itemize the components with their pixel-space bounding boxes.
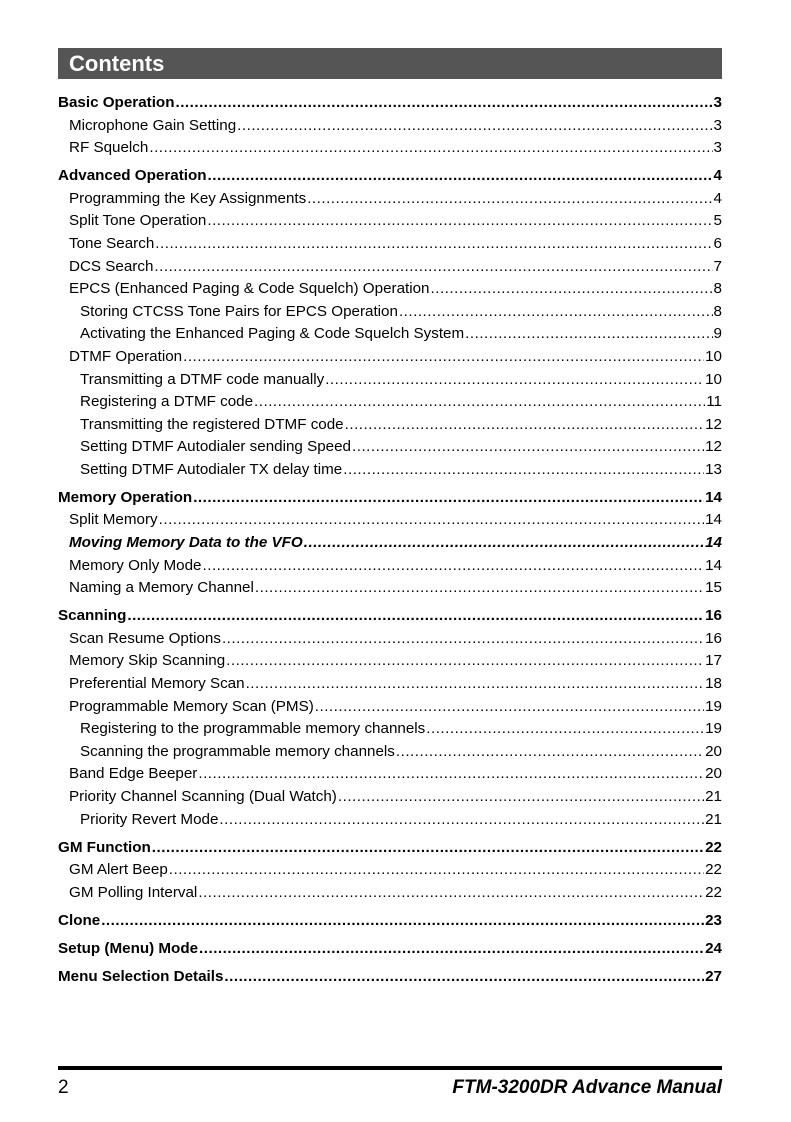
toc-entry-page: 22	[705, 838, 722, 856]
toc-entry[interactable]	[58, 577, 722, 600]
toc-entry[interactable]	[58, 346, 722, 369]
toc-leader-dots	[222, 628, 704, 651]
toc-entry-title: Menu Selection Details	[58, 967, 224, 985]
toc-entry-page: 7	[713, 257, 722, 275]
toc-entry-page: 14	[705, 534, 722, 552]
toc-entry-page: 16	[705, 629, 722, 647]
toc-entry-page: 27	[705, 967, 722, 985]
toc-entry-page: 14	[705, 488, 722, 506]
toc-leader-dots	[304, 532, 704, 555]
toc-entry-page: 15	[705, 579, 722, 597]
toc-entry-page: 21	[705, 787, 722, 805]
toc-entry[interactable]	[58, 859, 722, 882]
toc-entry-page: 4	[713, 167, 722, 185]
toc-entry-page: 22	[705, 861, 722, 879]
toc-entry[interactable]	[58, 605, 722, 628]
toc-entry-title: Setup (Menu) Mode	[58, 939, 199, 957]
toc-entry-page: 20	[705, 742, 722, 760]
toc-entry[interactable]	[58, 414, 722, 437]
toc-entry-title: Memory Operation	[58, 488, 193, 506]
toc-entry-title: DCS Search	[69, 257, 154, 275]
toc-entry[interactable]	[58, 763, 722, 786]
toc-entry[interactable]	[58, 188, 722, 211]
toc-entry-page: 3	[713, 139, 722, 157]
toc-entry[interactable]	[58, 509, 722, 532]
toc-entry[interactable]	[58, 487, 722, 510]
footer-rule	[58, 1066, 722, 1070]
toc-entry-title: Registering to the programmable memory channels	[80, 720, 426, 738]
toc-entry-page: 20	[705, 765, 722, 783]
toc-entry-title: Basic Operation	[58, 94, 175, 111]
toc-leader-dots	[207, 210, 712, 233]
toc-leader-dots	[208, 165, 713, 188]
toc-leader-dots	[352, 436, 704, 459]
toc-entry-title: Programming the Key Assignments	[69, 189, 307, 207]
toc-entry[interactable]	[58, 391, 722, 414]
toc-entry-title: Naming a Memory Channel	[69, 579, 254, 597]
toc-entry-title: Scanning	[58, 607, 127, 625]
toc-entry[interactable]	[58, 210, 722, 233]
toc-entry-title: GM Function	[58, 838, 151, 856]
toc-entry-title: Microphone Gain Setting	[69, 116, 237, 134]
toc-leader-dots	[203, 555, 705, 578]
toc-entry-page: 19	[705, 720, 722, 738]
toc-entry-title: Priority Channel Scanning (Dual Watch)	[69, 787, 337, 805]
toc-entry[interactable]	[58, 532, 722, 555]
toc-entry-title: Activating the Enhanced Paging & Code Squelch System	[80, 325, 465, 343]
toc-entry[interactable]	[58, 650, 722, 673]
toc-leader-dots	[149, 137, 712, 160]
toc-entry-title: DTMF Operation	[69, 347, 183, 365]
toc-entry-page: 17	[705, 652, 722, 670]
toc-leader-dots	[246, 673, 705, 696]
toc-entry-page: 12	[705, 415, 722, 433]
toc-entry-title: Transmitting the registered DTMF code	[80, 415, 344, 433]
toc-entry-page: 18	[705, 675, 722, 693]
toc-leader-dots	[224, 966, 704, 989]
toc-leader-dots	[315, 696, 704, 719]
toc-entry-page: 6	[713, 234, 722, 252]
toc-entry[interactable]	[58, 809, 722, 832]
toc-leader-dots	[193, 487, 704, 510]
toc-entry-page: 14	[705, 511, 722, 529]
toc-leader-dots	[154, 256, 712, 279]
toc-entry[interactable]	[58, 436, 722, 459]
toc-entry[interactable]	[58, 369, 722, 392]
toc-entry-page: 8	[713, 302, 722, 320]
toc-entry-title: Clone	[58, 911, 101, 929]
toc-entry-title: EPCS (Enhanced Paging & Code Squelch) Operation	[69, 280, 430, 298]
toc-entry-page: 21	[705, 810, 722, 828]
toc-entry-title: Moving Memory Data to the VFO	[69, 534, 303, 552]
toc-entry[interactable]	[58, 301, 722, 324]
toc-entry-page: 9	[713, 325, 722, 343]
toc-entry[interactable]	[58, 882, 722, 905]
toc-entry[interactable]	[58, 910, 722, 933]
toc-entry-page: 10	[705, 347, 722, 365]
toc-leader-dots	[155, 233, 712, 256]
toc-leader-dots	[255, 577, 704, 600]
toc-entry-title: Programmable Memory Scan (PMS)	[69, 697, 314, 715]
toc-entry-title: Memory Skip Scanning	[69, 652, 226, 670]
toc-entry-title: Registering a DTMF code	[80, 393, 254, 411]
toc-entry-title: Scan Resume Options	[69, 629, 221, 647]
toc-entry[interactable]	[58, 256, 722, 279]
toc-entry-title: Transmitting a DTMF code manually	[80, 370, 325, 388]
toc-entry-title: Scanning the programmable memory channels	[80, 742, 395, 760]
toc-leader-dots	[183, 346, 704, 369]
contents-header-bar	[58, 48, 722, 79]
toc-entry[interactable]	[58, 555, 722, 578]
toc-entry-page: 5	[713, 212, 722, 230]
toc-entry[interactable]	[58, 696, 722, 719]
toc-leader-dots	[426, 718, 704, 741]
toc-entry-title: Storing CTCSS Tone Pairs for EPCS Operation	[80, 302, 398, 320]
toc-leader-dots	[431, 278, 713, 301]
toc-leader-dots	[198, 763, 704, 786]
toc-entry-page: 14	[705, 556, 722, 574]
toc-entry[interactable]	[58, 92, 722, 115]
toc-entry-title: Priority Revert Mode	[80, 810, 219, 828]
toc-leader-dots	[345, 414, 704, 437]
toc-entry-page: 19	[705, 697, 722, 715]
toc-entry-title: Setting DTMF Autodialer sending Speed	[80, 438, 352, 456]
footer-page-number: 2	[58, 1077, 69, 1098]
toc-entry[interactable]	[58, 786, 722, 809]
toc-entry[interactable]	[58, 628, 722, 651]
toc-leader-dots	[338, 786, 704, 809]
toc-leader-dots	[101, 910, 704, 933]
toc-entry-page: 16	[705, 607, 722, 625]
toc-leader-dots	[325, 369, 704, 392]
page-title: Contents	[69, 51, 165, 76]
toc-entry-title: Memory Only Mode	[69, 556, 202, 574]
toc-entry-page: 11	[706, 393, 722, 411]
toc-entry[interactable]	[58, 115, 722, 138]
toc-entry[interactable]	[58, 459, 722, 482]
toc-entry-page: 10	[705, 370, 722, 388]
toc-entry[interactable]	[58, 323, 722, 346]
toc-leader-dots	[152, 837, 704, 860]
toc-leader-dots	[226, 650, 704, 673]
toc-leader-dots	[399, 301, 713, 324]
toc-leader-dots	[465, 323, 712, 346]
toc-entry-title: Advanced Operation	[58, 167, 207, 185]
toc-entry-page: 4	[713, 189, 722, 207]
toc-entry-title: Tone Search	[69, 234, 155, 252]
toc-entry-title: Preferential Memory Scan	[69, 675, 245, 693]
toc-entry-page: 22	[705, 883, 722, 901]
footer-manual-title: FTM-3200DR Advance Manual	[452, 1077, 722, 1098]
toc-leader-dots	[219, 809, 704, 832]
toc-entry-page: 13	[705, 460, 722, 478]
toc-entry-page: 23	[705, 911, 722, 929]
toc-leader-dots	[254, 391, 705, 414]
toc-leader-dots	[169, 859, 704, 882]
table-of-contents	[58, 92, 722, 988]
toc-leader-dots	[198, 882, 704, 905]
toc-leader-dots	[396, 741, 704, 764]
toc-leader-dots	[307, 188, 712, 211]
toc-entry-page: 8	[713, 280, 722, 298]
toc-entry[interactable]	[58, 741, 722, 764]
toc-leader-dots	[343, 459, 704, 482]
toc-entry[interactable]	[58, 938, 722, 961]
toc-entry-page: 24	[705, 939, 722, 957]
toc-leader-dots	[127, 605, 704, 628]
toc-entry[interactable]	[58, 718, 722, 741]
toc-entry[interactable]	[58, 278, 722, 301]
toc-entry-title: Band Edge Beeper	[69, 765, 198, 783]
toc-entry-title: Split Memory	[69, 511, 158, 529]
toc-entry[interactable]	[58, 673, 722, 696]
toc-entry[interactable]	[58, 165, 722, 188]
toc-entry-title: RF Squelch	[69, 139, 149, 157]
toc-entry-title: GM Polling Interval	[69, 883, 198, 901]
toc-entry-page: 3	[713, 94, 722, 111]
toc-entry[interactable]	[58, 837, 722, 860]
toc-entry[interactable]	[58, 137, 722, 160]
toc-entry-title: Split Tone Operation	[69, 212, 207, 230]
toc-leader-dots	[199, 938, 704, 961]
toc-entry-page: 12	[705, 438, 722, 456]
toc-entry-title: Setting DTMF Autodialer TX delay time	[80, 460, 343, 478]
toc-leader-dots	[237, 115, 712, 138]
toc-entry-title: GM Alert Beep	[69, 861, 168, 879]
toc-entry[interactable]	[58, 233, 722, 256]
toc-leader-dots	[159, 509, 704, 532]
toc-leader-dots	[175, 92, 712, 115]
toc-entry-page: 3	[713, 116, 722, 134]
toc-entry[interactable]	[58, 966, 722, 989]
